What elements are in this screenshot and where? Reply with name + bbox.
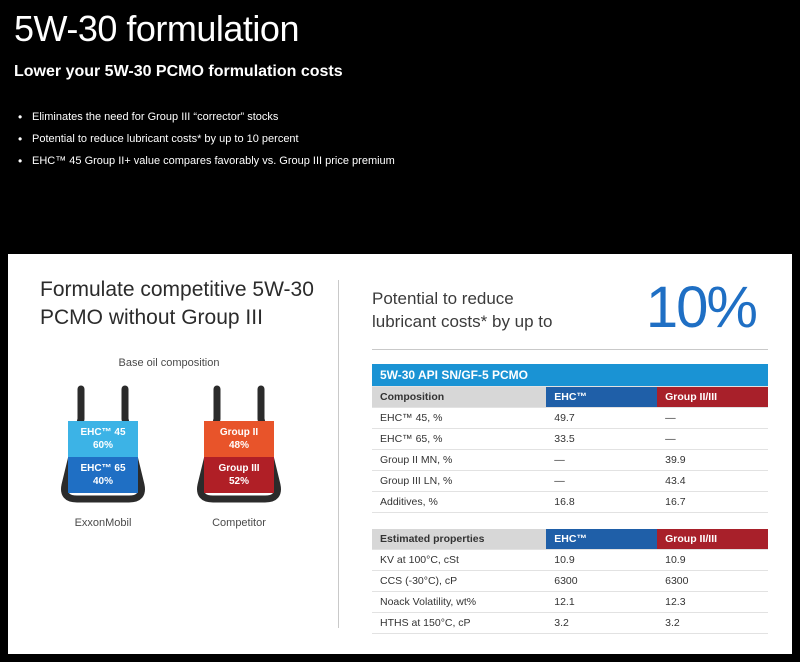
cell-label: CCS (-30°C), cP bbox=[372, 571, 546, 592]
beaker-competitor bbox=[191, 385, 287, 529]
cell-ehc: 3.2 bbox=[546, 613, 657, 634]
table-header-row bbox=[372, 387, 768, 408]
segment-label: Group III bbox=[218, 463, 260, 475]
beaker-caption: ExxonMobil bbox=[74, 517, 132, 530]
cell-ehc: 33.5 bbox=[546, 429, 657, 450]
list-item: • EHC™ 45 Group II+ value compares favorably vs. Group III price premium bbox=[14, 155, 786, 169]
header-section bbox=[0, 0, 800, 250]
cell-ehc: 12.1 bbox=[546, 592, 657, 613]
beaker-segment-bottom bbox=[68, 457, 138, 493]
cell-label: Noack Volatility, wt% bbox=[372, 592, 546, 613]
cell-ehc: 10.9 bbox=[546, 550, 657, 571]
column-header-ehc: EHC™ bbox=[546, 387, 657, 408]
list-item: • Potential to reduce lubricant costs* by up to 10 percent bbox=[14, 133, 786, 147]
cell-group: 6300 bbox=[657, 571, 768, 592]
beaker-caption: Competitor bbox=[212, 517, 266, 530]
composition-table bbox=[372, 364, 768, 513]
column-divider bbox=[338, 280, 339, 628]
table-row bbox=[372, 550, 768, 571]
cell-ehc: — bbox=[546, 450, 657, 471]
cell-ehc: 49.7 bbox=[546, 408, 657, 429]
cell-ehc: — bbox=[546, 471, 657, 492]
bullet-list bbox=[14, 111, 786, 168]
page-title: 5W-30 formulation bbox=[14, 8, 299, 49]
content-panel bbox=[8, 254, 792, 654]
segment-label: Group II bbox=[219, 427, 259, 439]
beaker-exxonmobil bbox=[55, 385, 151, 529]
segment-label: EHC™ 65 bbox=[80, 463, 126, 475]
cell-ehc: 6300 bbox=[546, 571, 657, 592]
potential-text: Potential to reduce lubricant costs* by up to bbox=[372, 289, 553, 331]
table-title-row bbox=[372, 364, 768, 387]
beaker-graphic bbox=[191, 385, 287, 503]
page-subtitle: Lower your 5W-30 PCMO formulation costs bbox=[14, 63, 343, 81]
table-row bbox=[372, 429, 768, 450]
beaker-graphic bbox=[55, 385, 151, 503]
beaker-segment-top bbox=[68, 421, 138, 457]
cell-label: Group II MN, % bbox=[372, 450, 546, 471]
cell-group: 43.4 bbox=[657, 471, 768, 492]
horizontal-rule bbox=[372, 349, 768, 350]
cell-group: — bbox=[657, 429, 768, 450]
cell-group: 10.9 bbox=[657, 550, 768, 571]
left-column bbox=[8, 254, 338, 654]
column-header-properties: Estimated properties bbox=[372, 529, 546, 550]
table-row bbox=[372, 450, 768, 471]
chart-label: Base oil composition bbox=[118, 357, 220, 370]
potential-callout bbox=[372, 275, 768, 340]
cell-label: Additives, % bbox=[372, 492, 546, 513]
cell-group: 3.2 bbox=[657, 613, 768, 634]
table-title: 5W-30 API SN/GF-5 PCMO bbox=[372, 364, 768, 387]
beaker-segment-top bbox=[204, 421, 274, 457]
table-row bbox=[372, 492, 768, 513]
segment-value: 48% bbox=[228, 439, 249, 451]
properties-table bbox=[372, 529, 768, 634]
cell-label: Group III LN, % bbox=[372, 471, 546, 492]
cell-label: KV at 100°C, cSt bbox=[372, 550, 546, 571]
table-header-row bbox=[372, 529, 768, 550]
right-column bbox=[356, 254, 792, 654]
column-header-group: Group II/III bbox=[657, 529, 768, 550]
cell-group: 39.9 bbox=[657, 450, 768, 471]
cell-group: 12.3 bbox=[657, 592, 768, 613]
column-header-composition: Composition bbox=[372, 387, 546, 408]
left-heading: Formulate competitive 5W-30 PCMO without Group III bbox=[40, 278, 314, 329]
cell-group: 16.7 bbox=[657, 492, 768, 513]
table-row bbox=[372, 613, 768, 634]
cell-ehc: 16.8 bbox=[546, 492, 657, 513]
cell-label: EHC™ 65, % bbox=[372, 429, 546, 450]
segment-value: 60% bbox=[92, 439, 113, 451]
cell-label: EHC™ 45, % bbox=[372, 408, 546, 429]
table-row bbox=[372, 471, 768, 492]
cell-label: HTHS at 150°C, cP bbox=[372, 613, 546, 634]
segment-value: 40% bbox=[92, 475, 113, 487]
segment-value: 52% bbox=[228, 475, 249, 487]
beaker-chart-group bbox=[40, 385, 318, 529]
column-header-group: Group II/III bbox=[657, 387, 768, 408]
column-header-ehc: EHC™ bbox=[546, 529, 657, 550]
table-row bbox=[372, 408, 768, 429]
table-row bbox=[372, 592, 768, 613]
percent-value: 10% bbox=[645, 275, 756, 340]
cell-group: — bbox=[657, 408, 768, 429]
beaker-segment-bottom bbox=[204, 457, 274, 493]
segment-label: EHC™ 45 bbox=[80, 427, 126, 439]
table-row bbox=[372, 571, 768, 592]
footer-strip bbox=[0, 654, 800, 662]
list-item: • Eliminates the need for Group III “corrector” stocks bbox=[14, 111, 786, 125]
